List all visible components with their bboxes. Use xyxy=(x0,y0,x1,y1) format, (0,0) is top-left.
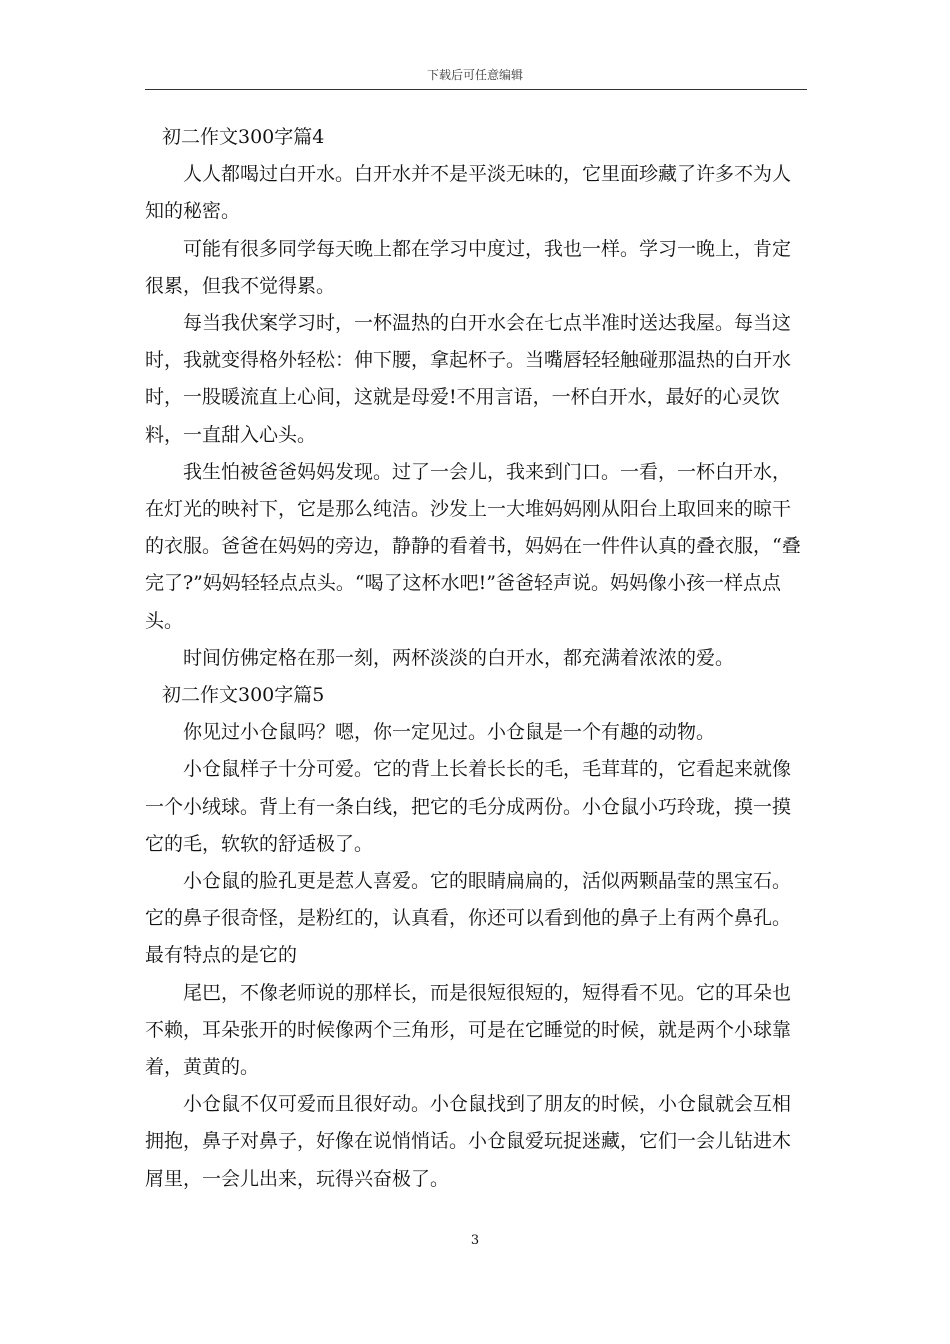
section-heading: 初二作文300字篇5 xyxy=(162,684,325,707)
paragraph: 你见过小仓鼠吗？嗯，你一定见过。小仓鼠是一个有趣的动物。 xyxy=(183,721,716,744)
paragraph: 小仓鼠样子十分可爱。它的背上长着长长的毛，毛茸茸的，它看起来就像一个小绒球。背上有一条白线，把它的毛分成两份。小仓鼠小巧玲珑，摸一摸它的毛，软软的舒适极了。 xyxy=(145,758,792,855)
page-header: 下载后可任意编辑 xyxy=(426,68,523,82)
document-body xyxy=(145,119,807,1198)
paragraph: 小仓鼠不仅可爱而且很好动。小仓鼠找到了朋友的时候，小仓鼠就会互相拥抱，鼻子对鼻子，好像在说悄悄话。小仓鼠爱玩捉迷藏，它们一会儿钻进木屑里，一会儿出来，玩得兴奋极了。 xyxy=(145,1093,792,1190)
paragraph: 尾巴，不像老师说的那样长，而是很短很短的，短得看不见。它的耳朵也不赖，耳朵张开的时候像两个三角形，可是在它睡觉的时候，就是两个小球靠着，黄黄的。 xyxy=(145,981,792,1079)
page-number: 3 xyxy=(470,1233,480,1248)
paragraph: 时间仿佛定格在那一刻，两杯淡淡的白开水，都充满着浓浓的爱。 xyxy=(183,646,735,669)
paragraph: 小仓鼠的脸孔更是惹人喜爱。它的眼睛扁扁的，活似两颗晶莹的黑宝石。 xyxy=(183,870,792,893)
section-heading: 初二作文300字篇4 xyxy=(162,126,325,148)
paragraph: 可能有很多同学每天晚上都在学习中度过，我也一样。学习一晚上，肯定很累，但我不觉得累。 xyxy=(145,237,792,297)
paragraph: 人人都喝过白开水。白开水并不是平淡无味的，它里面珍藏了许多不为人知的秘密。 xyxy=(145,163,792,223)
paragraph: 我生怕被爸爸妈妈发现。过了一会儿，我来到门口。一看，一杯白开水，在灯光的映衬下，它是那么纯洁。沙发上一大堆妈妈刚从阳台上取回来的晾干的衣服。爸爸在妈妈的旁边，静静的看着书，妈妈在一件件认真的叠衣服，“叠完了?”妈妈轻轻点点头。“喝了这杯水吧!”爸爸轻声说。妈妈像小孩一样点点头。 xyxy=(145,460,801,632)
paragraph: 它的鼻子很奇怪，是粉红的，认真看，你还可以看到他的鼻子上有两个鼻孔。 xyxy=(145,907,792,930)
header-divider xyxy=(145,89,807,90)
paragraph: 最有特点的是它的 xyxy=(145,944,298,967)
paragraph: 每当我伏案学习时，一杯温热的白开水会在七点半准时送达我屋。每当这时，我就变得格外轻松：伸下腰，拿起杯子。当嘴唇轻轻触碰那温热的白开水时，一股暖流直上心间，这就是母爱!不用言语，一杯白开水，最好的心灵饮料，一直甜入心头。 xyxy=(145,312,792,446)
